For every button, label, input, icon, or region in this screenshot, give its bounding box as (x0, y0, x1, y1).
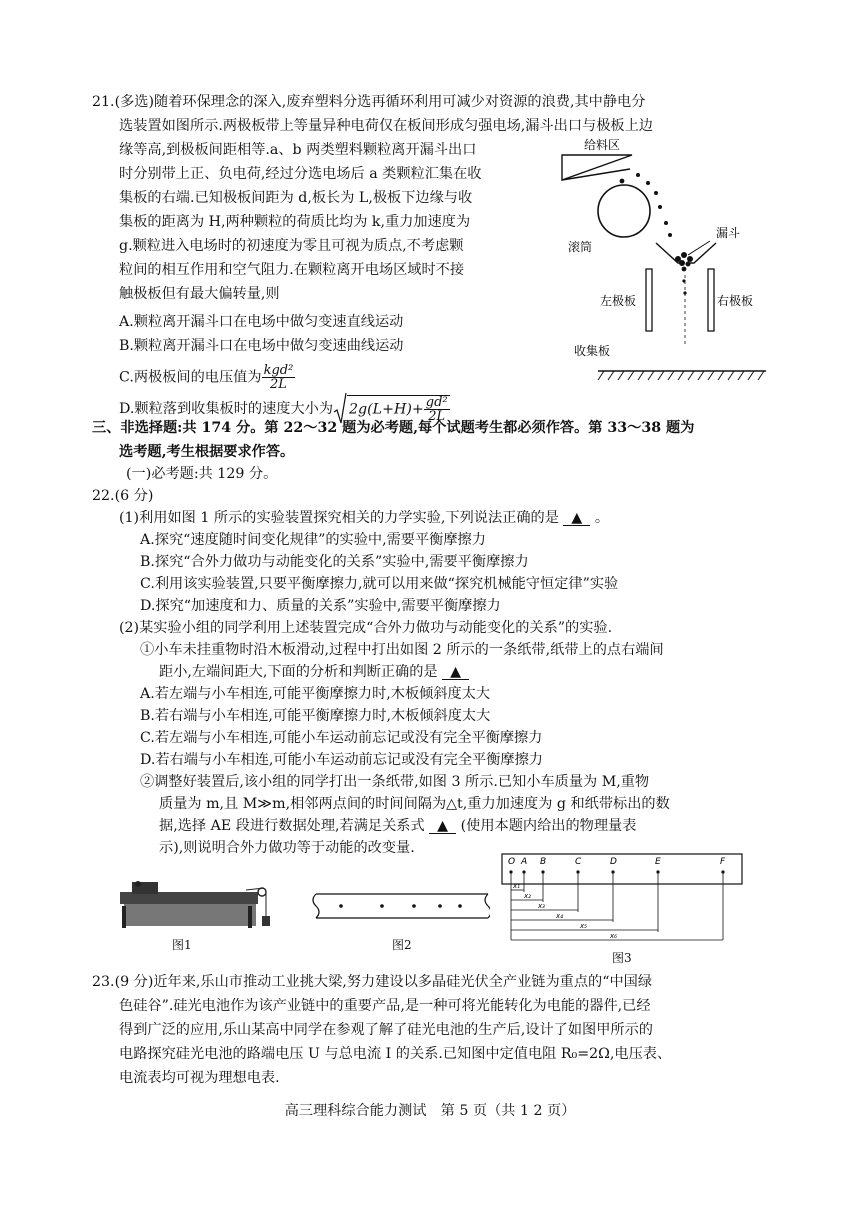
q21-line-6: 集板的距离为 H,两种颗粒的荷质比均为 k,重力加速度为 (119, 214, 471, 230)
q21-option-a: A.颗粒离开漏斗口在电场中做匀变速直线运动 (119, 314, 404, 330)
q21-line-7: g.颗粒进入电场时的初速度为零且可视为质点,不考虑颗 (119, 238, 464, 254)
q23-line-1: 23.(9 分)近年来,乐山市推动工业挑大梁,努力建设以多晶硅光伏全产业链为重点的“中国绿 (92, 974, 653, 990)
feed-zone-label: 给料区 (584, 138, 621, 152)
svg-text:E: E (655, 857, 661, 867)
feed-hopper (562, 155, 632, 180)
svg-text:C: C (575, 857, 582, 867)
svg-text:F: F (720, 857, 726, 867)
svg-text:D: D (610, 857, 617, 867)
q23-line-5: 电流表均可视为理想电表. (119, 1070, 280, 1086)
svg-text:A: A (521, 857, 528, 867)
tape-dots (339, 904, 462, 908)
q22-part2-2c: 据,选择 AE 段进行数据处理,若满足关系式 ▲ (使用本题内给出的物理量表 (159, 818, 637, 834)
section3-sub: (一)必考题:共 129 分。 (126, 466, 278, 482)
q21-line-1: 21.(多选)随着环保理念的深入,废弃塑料分选再循环利用可减少对资源的浪费,其中静电分 (92, 94, 646, 110)
section3-line-2: 选考题,考生根据要求作答。 (119, 444, 295, 460)
q22-part2-2d: 示),则说明合外力做功等于动能的改变量. (159, 840, 415, 856)
left-plate (646, 269, 652, 331)
pulley (258, 888, 266, 896)
q21-line-4: 时分别带上正、负电荷,经过分选电场后 a 类颗粒汇集在收 (119, 166, 482, 182)
particles (620, 173, 672, 237)
drum (598, 185, 650, 237)
svg-text:x₄: x₄ (556, 912, 563, 920)
section3-line-1: 三、非选择题:共 174 分。第 22～32 题为必考题,每个试题考生都必须作答。第 33～38 题为 (92, 420, 695, 436)
q23-line-2: 色硅谷”.硅光电池作为该产业链中的重要产品,是一种可将光能转化为电能的器件,已经 (119, 998, 651, 1014)
q21-option-c: C.两极板间的电压值为 $\frac{\text{kgd²}}{2L}$ (119, 363, 294, 392)
q21-option-b: B.颗粒离开漏斗口在电场中做匀变速曲线运动 (119, 338, 404, 354)
q22-p2-option-c: C.若左端与小车相连,可能小车运动前忘记或没有完全平衡摩擦力 (140, 730, 543, 746)
svg-text:x₂: x₂ (524, 892, 531, 900)
q22-part1: (1)利用如图 1 所示的实验装置探究相关的力学实验,下列说法正确的是 ▲ 。 (119, 510, 610, 526)
figure-2-caption: 图2 (392, 938, 412, 952)
svg-text:B: B (540, 857, 547, 867)
q22-p2-option-b: B.若右端与小车相连,可能平衡摩擦力时,木板倾斜度太大 (140, 708, 491, 724)
figure-3-caption: 图3 (612, 951, 632, 965)
figure-3-tape (498, 848, 748, 958)
tape-dimension-labels (512, 882, 617, 940)
q21-line-8: 粒间的相互作用和空气阻力.在颗粒离开电场区域时不接 (119, 262, 465, 278)
figure-1-apparatus (116, 876, 276, 934)
q22-p2-option-a: A.若左端与小车相连,可能平衡摩擦力时,木板倾斜度太大 (140, 686, 491, 702)
q22-p1-option-a: A.探究“速度随时间变化规律”的实验中,需要平衡摩擦力 (140, 532, 486, 548)
weight (262, 916, 270, 926)
q22-part2-1b: 距小,左端间距大,下面的分析和判断正确的是 ▲ (159, 662, 469, 682)
right-plate-label: 右极板 (717, 294, 754, 308)
tape-point-labels (508, 857, 726, 867)
svg-text:O: O (508, 857, 516, 867)
answer-blank-3[interactable]: ▲ (429, 819, 456, 834)
figure-2-tape (308, 890, 490, 924)
funnel-label: 漏斗 (716, 226, 741, 240)
q22-p1-option-c: C.利用该实验装置,只要平衡摩擦力,就可以用来做“探究机械能守恒定律”实验 (140, 576, 619, 592)
q22-part2-1a: ①小车未挂重物时沿木板滑动,过程中打出如图 2 所示的一条纸带,纸带上的点右端间 (140, 642, 664, 658)
figure-1-caption: 图1 (172, 938, 192, 952)
svg-text:x₃: x₃ (538, 902, 545, 910)
right-plate (708, 269, 714, 331)
q22-p1-option-d: D.探究“加速度和力、质量的关系”实验中,需要平衡摩擦力 (140, 598, 501, 614)
q22-part2: (2)某实验小组的同学利用上述装置完成“合外力做功与动能变化的关系”的实验. (119, 620, 613, 636)
q23-line-3: 得到广泛的应用,乐山某高中同学在参观了解了硅光电池的生产后,设计了如图甲所示的 (119, 1022, 653, 1038)
q23-line-4: 电路探究硅光电池的路端电压 U 与总电流 I 的关系.已知图中定值电阻 R₀=2Ω,电压表、 (119, 1046, 672, 1062)
answer-blank-2[interactable]: ▲ (442, 665, 469, 680)
svg-text:x₅: x₅ (580, 922, 587, 930)
drum-label: 滚筒 (568, 240, 593, 254)
q21-separator-figure (560, 135, 780, 385)
q21-option-d: D.颗粒落到收集板时的速度大小为 2g(L+H)+ $\frac{\text{gd²}}{2L}$ (119, 392, 450, 426)
q22-part2-2a: ②调整好装置后,该小组的同学打出一条纸带,如图 3 所示.已知小车质量为 M,重物 (140, 774, 650, 790)
q21-line-5: 集板的右端.已知极板间距为 d,板长为 L,极板下边缘与收 (119, 190, 473, 206)
q22-p1-option-b: B.探究“合外力做功与动能变化的关系”实验中,需要平衡摩擦力 (140, 554, 529, 570)
answer-blank-1[interactable]: ▲ (563, 511, 590, 526)
page-footer: 高三理科综合能力测试 第 5 页（共 1 2 页） (284, 1103, 576, 1119)
q21-line-9: 触极板但有最大偏转量,则 (119, 286, 280, 302)
collector-label: 收集板 (574, 344, 611, 358)
funnel-particles (675, 252, 693, 295)
svg-text:x₁: x₁ (513, 882, 520, 890)
q22-p2-option-d: D.若右端与小车相连,可能小车运动前忘记或没有完全平衡摩擦力 (140, 752, 543, 768)
q21-line-2: 选装置如图所示.两极板带上等量异种电荷仅在板间形成匀强电场,漏斗出口与极板上边 (119, 118, 653, 134)
q22-part2-2b: 质量为 m,且 M≫m,相邻两点间的时间间隔为△t,重力加速度为 g 和纸带标出的数 (159, 796, 670, 812)
collector-hatching (598, 371, 764, 380)
left-plate-label: 左极板 (600, 294, 637, 308)
q22-head: 22.(6 分) (92, 488, 154, 504)
q21-line-3: 缘等高,到极板间距相等.a、b 两类塑料颗粒离开漏斗出口 (119, 142, 477, 158)
svg-text:x₆: x₆ (610, 932, 617, 940)
